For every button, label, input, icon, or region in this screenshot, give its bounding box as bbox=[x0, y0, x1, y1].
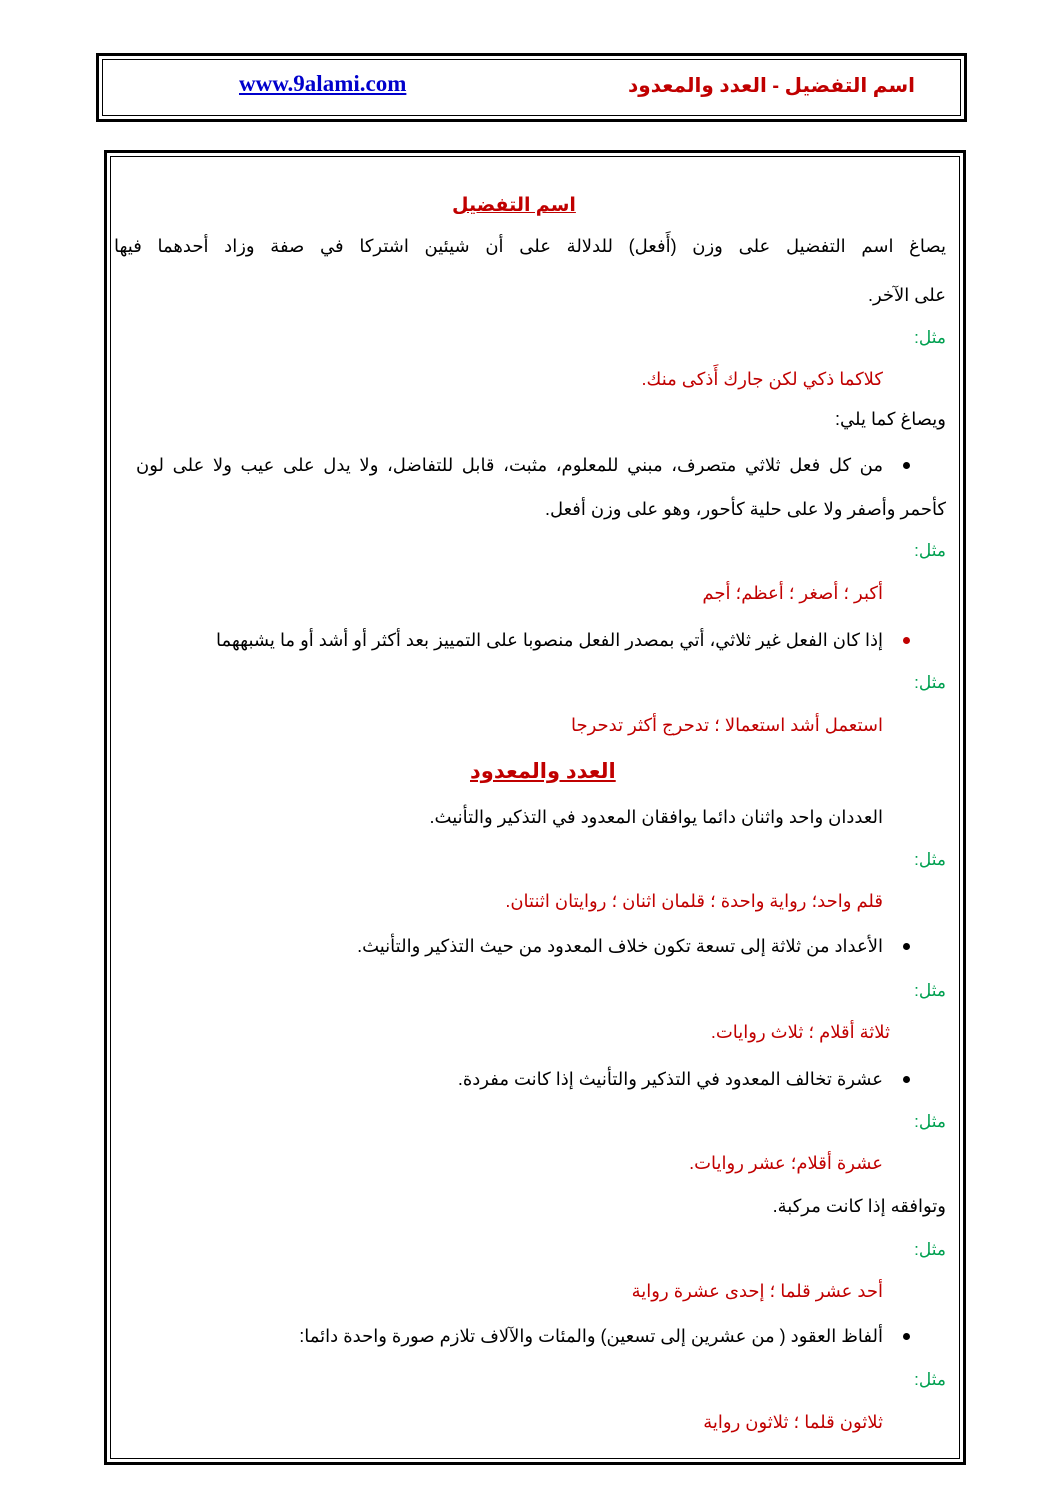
paragraph: ويصاغ كما يلي: bbox=[835, 409, 946, 429]
example-label: مثل: bbox=[914, 541, 946, 560]
bullet-icon bbox=[903, 1076, 910, 1083]
example-text: كلاكما ذكي لكن جارك أَذكى منك. bbox=[641, 369, 883, 389]
rule-line: الأعداد من ثلاثة إلى تسعة تكون خلاف المعدود من حيث التذكير والتأنيث. bbox=[357, 936, 883, 956]
document-title: اسم التفضيل - العدد والمعدود bbox=[628, 75, 915, 97]
website-link[interactable]: www.9alami.com bbox=[239, 71, 407, 96]
example-label: مثل: bbox=[914, 328, 946, 347]
paragraph: وتوافقه إذا كانت مركبة. bbox=[772, 1196, 946, 1216]
intro-line-2: على الآخر. bbox=[867, 285, 946, 305]
example-label: مثل: bbox=[914, 1370, 946, 1389]
bullet-icon bbox=[903, 637, 910, 644]
example-text: قلم واحد؛ رواية واحدة ؛ قلمان اثنان ؛ روايتان اثنتان. bbox=[505, 891, 883, 911]
example-text: أحد عشر قلما ؛ إحدى عشرة رواية bbox=[631, 1281, 883, 1301]
example-label: مثل: bbox=[914, 673, 946, 692]
rule-line: من كل فعل ثلاثي متصرف، مبني للمعلوم، مثبت، قابل للتفاضل، ولا يدل على عيب ولا على لون bbox=[136, 455, 883, 475]
bullet-icon bbox=[903, 1333, 910, 1340]
example-text: ثلاثون قلما ؛ ثلاثون رواية bbox=[703, 1412, 883, 1432]
example-text: عشرة أقلام؛ عشر روايات. bbox=[689, 1153, 883, 1173]
example-text: ثلاثة أقلام ؛ ثلاث روايات. bbox=[710, 1022, 890, 1042]
example-label: مثل: bbox=[914, 1240, 946, 1259]
example-text: أكبر ؛ أصغر ؛ أعظم؛ أجم bbox=[702, 583, 883, 603]
example-label: مثل: bbox=[914, 981, 946, 1000]
section-heading-adad: العدد والمعدود bbox=[470, 760, 616, 783]
rule-line: ألفاظ العقود ( من عشرين إلى تسعين) والمئات والآلاف تلازم صورة واحدة دائما: bbox=[299, 1326, 883, 1346]
rule-line-continued: كأحمر وأصفر ولا على حلية كأحور، وهو على وزن أفعل. bbox=[544, 499, 946, 519]
example-label: مثل: bbox=[914, 850, 946, 869]
bullet-icon bbox=[903, 943, 910, 950]
rule-line: عشرة تخالف المعدود في التذكير والتأنيث إذا كانت مفردة. bbox=[457, 1069, 883, 1089]
example-text: استعمل أشد استعمالا ؛ تدحرج أكثر تدحرجا bbox=[570, 715, 883, 735]
rule-line: العددان واحد واثنان دائما يوافقان المعدود في التذكير والتأنيث. bbox=[429, 807, 883, 827]
bullet-icon bbox=[903, 462, 910, 469]
rule-line: إذا كان الفعل غير ثلاثي، أتي بمصدر الفعل منصوبا على التمييز بعد أكثر أو أشد أو ما يشبههما bbox=[215, 630, 883, 650]
section-heading-tafdil: اسم التفضيل bbox=[452, 195, 576, 216]
example-label: مثل: bbox=[914, 1112, 946, 1131]
intro-line-1: يصاغ اسم التفضيل على وزن (أَفعل) للدلالة على أن شيئين اشتركا في صفة وزاد أحدهما فيها bbox=[114, 236, 946, 256]
